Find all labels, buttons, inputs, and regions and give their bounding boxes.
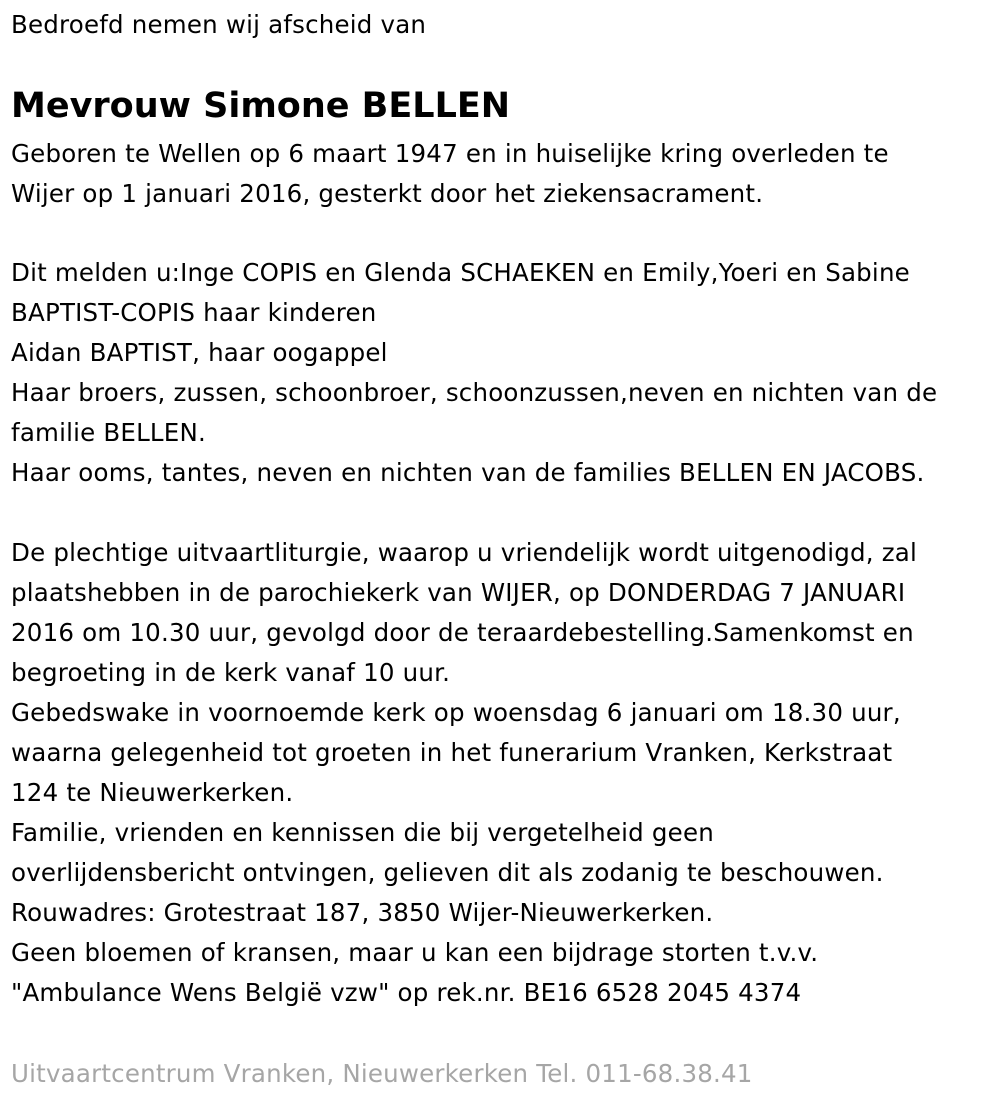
service-line: overlijdensbericht ontvingen, gelieven dit als zodanig te beschouwen.	[11, 858, 884, 887]
funeral-home-footer: Uitvaartcentrum Vranken, Nieuwerkerken Tel. 011-68.38.41	[11, 1059, 753, 1088]
service-line: Geen bloemen of kransen, maar u kan een bijdrage storten t.v.v.	[11, 938, 819, 967]
service-line: Familie, vrienden en kennissen die bij vergetelheid geen	[11, 818, 714, 847]
family-line: Haar broers, zussen, schoonbroer, schoonzussen,neven en nichten van de	[11, 378, 938, 407]
family-paragraph	[11, 253, 937, 493]
birth-death-line: Wijer op 1 januari 2016, gesterkt door het ziekensacrament.	[11, 179, 764, 208]
birth-death-line: Geboren te Wellen op 6 maart 1947 en in huiselijke kring overleden te	[11, 139, 889, 168]
family-line: Dit melden u:Inge COPIS en Glenda SCHAEKEN en Emily,Yoeri en Sabine	[11, 258, 910, 287]
family-line: BAPTIST-COPIS haar kinderen	[11, 298, 377, 327]
family-line: Haar ooms, tantes, neven en nichten van de families BELLEN EN JACOBS.	[11, 458, 925, 487]
service-line: "Ambulance Wens België vzw" op rek.nr. BE16 6528 2045 4374	[11, 978, 802, 1007]
service-line: begroeting in de kerk vanaf 10 uur.	[11, 658, 451, 687]
deceased-name: Mevrouw Simone BELLEN	[11, 86, 511, 126]
service-line: 2016 om 10.30 uur, gevolgd door de teraardebestelling.Samenkomst en	[11, 618, 914, 647]
family-line: Aidan BAPTIST, haar oogappel	[11, 338, 388, 367]
service-line: Rouwadres: Grotestraat 187, 3850 Wijer-Nieuwerkerken.	[11, 898, 714, 927]
family-line: familie BELLEN.	[11, 418, 206, 447]
service-line: 124 te Nieuwerkerken.	[11, 778, 294, 807]
birth-death-paragraph	[11, 134, 889, 214]
service-paragraph	[11, 533, 917, 1013]
service-line: De plechtige uitvaartliturgie, waarop u vriendelijk wordt uitgenodigd, zal	[11, 538, 917, 567]
service-line: waarna gelegenheid tot groeten in het funerarium Vranken, Kerkstraat	[11, 738, 893, 767]
service-line: Gebedswake in voornoemde kerk op woensdag 6 januari om 18.30 uur,	[11, 698, 901, 727]
intro-text: Bedroefd nemen wij afscheid van	[11, 10, 427, 39]
service-line: plaatshebben in de parochiekerk van WIJER, op DONDERDAG 7 JANUARI	[11, 578, 906, 607]
